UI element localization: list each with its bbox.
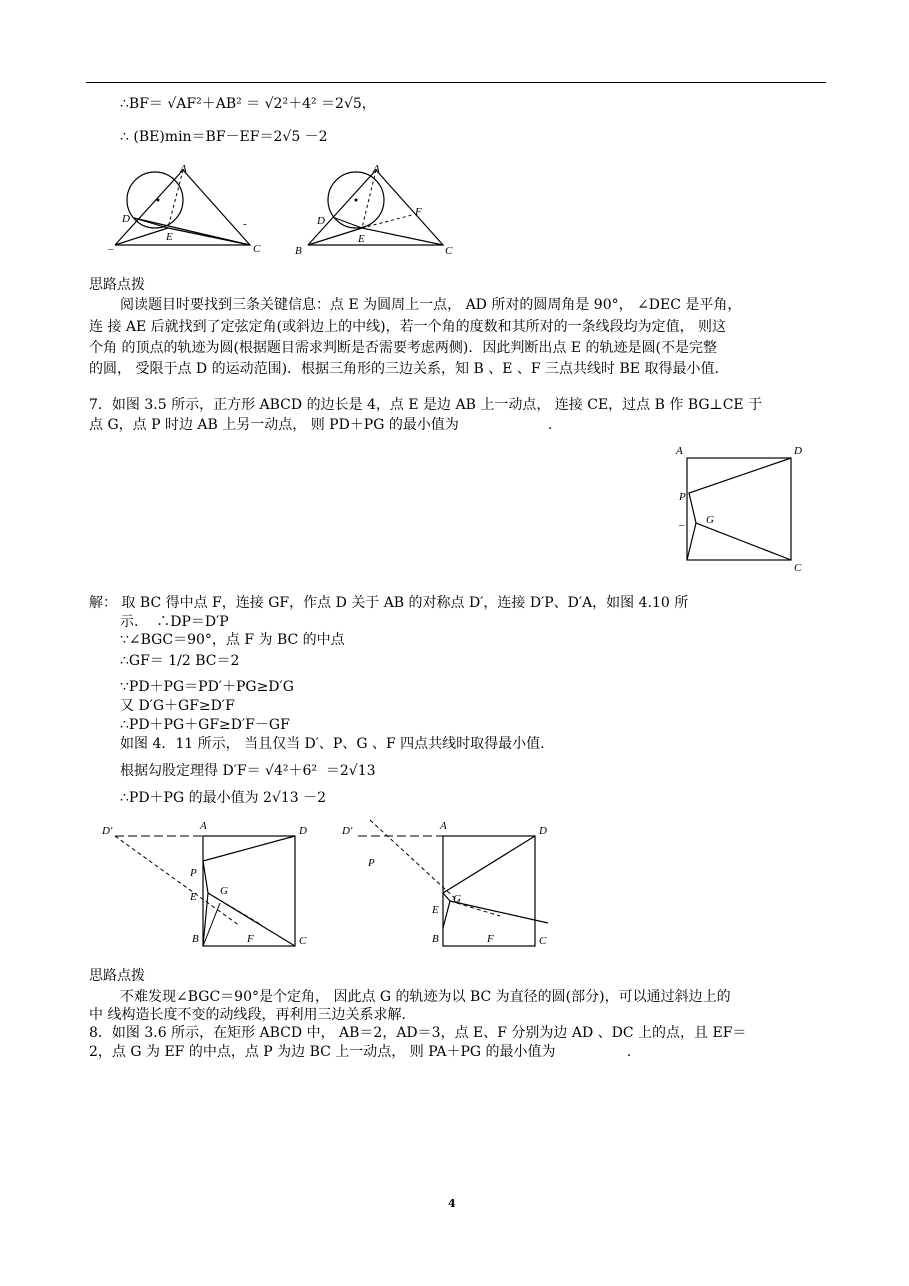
figure-circle-triangle-2 (295, 160, 460, 260)
solution7-line-6: 又 D′G＋GF≥D′F (120, 698, 235, 714)
solution7-line-7: ∴PD＋PG＋GF≥D′F－GF (120, 717, 290, 733)
fig4-label-e: E (190, 891, 197, 903)
solution7-line-4: ∴GF＝ 1/2 BC＝2 (120, 653, 240, 669)
fig5-label-p: P (368, 857, 375, 869)
solution7-line-10: ∴PD＋PG 的最小值为 2√13 －2 (120, 790, 327, 806)
fig4-label-b: B (192, 933, 199, 945)
fig1-label-e: E (166, 231, 173, 243)
problem7-line-2: 点 G，点 P 时边 AB 上另一动点， 则 PD＋PG 的最小值为 . (89, 417, 553, 433)
fig4-label-g: G (220, 885, 228, 897)
fig5-label-dprime: D′ (342, 825, 353, 837)
fig5-label-d: D (539, 825, 547, 837)
solution7-line-9: 根据勾股定理得 D′F＝ √4²＋6² ＝2√13 (120, 763, 376, 779)
hint1-line-3: 个角 的顶点的轨迹为圆(根据题目需求判断是否需要考虑两侧)．因此判断出点 E 的轨迹是圆(不是完整 (89, 340, 717, 356)
problem8-line-1: 8．如图 3.6 所示，在矩形 ABCD 中， AB＝2，AD＝3，点 E、F 分别为边 AD 、DC 上的点，且 EF＝ (89, 1025, 747, 1041)
problem7-line-1: 7．如图 3.5 所示，正方形 ABCD 的边长是 4，点 E 是边 AB 上一动点， 连接 CE，过点 B 作 BG⊥CE 于 (89, 397, 763, 413)
solution7-line-2: 示. ∴DP＝D′P (120, 614, 229, 630)
fig4-label-d: D (299, 825, 307, 837)
hint1-line-4: 的圆， 受限于点 D 的运动范围)．根据三角形的三边关系，知 B 、E 、F 三点共线时 BE 取得最小值. (89, 361, 719, 377)
fig1-mark: - (243, 218, 247, 230)
fig2-label-c: C (445, 245, 453, 257)
fig2-label-d: D (317, 215, 325, 227)
fig5-label-c: C (539, 935, 547, 947)
formula-be-min: ∴ (BE)min＝BF－EF＝2√5 －2 (120, 129, 328, 145)
figure-square-3 (676, 443, 816, 578)
solution7-line-5: ∵PD＋PG＝PD′＋PG≥D′G (120, 679, 294, 695)
fig4-label-c: C (299, 935, 307, 947)
fig4-label-a: A (200, 820, 207, 832)
fig2-label-f: F (415, 206, 422, 218)
hint2-line-1: 不难发现∠BGC＝90°是个定角， 因此点 G 的轨迹为以 BC 为直径的圆(部分)，可以通过斜边上的 (120, 989, 731, 1005)
fig1-label-a: A (180, 163, 187, 175)
solution7-line-8: 如图 4．11 所示， 当且仅当 D′、P、G 、F 四点共线时取得最小值. (120, 736, 545, 752)
fig1-label-c: C (253, 243, 261, 255)
fig2-label-e: E (358, 233, 365, 245)
fig2-label-a: A (373, 163, 380, 175)
figure-circle-triangle-1 (110, 160, 270, 260)
fig4-label-p: P (190, 867, 197, 879)
hint2-line-2: 中 线构造长度不变的动线段，再利用三边关系求解. (89, 1007, 406, 1023)
fig5-label-f: F (487, 933, 494, 945)
figure-square-4 (100, 818, 320, 953)
fig3-label-b: – (679, 519, 685, 531)
fig4-label-f: F (247, 933, 254, 945)
fig3-label-c: C (794, 562, 802, 574)
hint2-heading: 思路点拨 (89, 968, 145, 984)
solution7-line-1: 解： 取 BC 得中点 F，连接 GF，作点 D 关于 AB 的对称点 D′，连接 D′P、D′A，如图 4.10 所 (89, 595, 689, 611)
hint1-line-2: 连 接 AE 后就找到了定弦定角(或斜边上的中线)，若一个角的度数和其所对的一条线段均为定值， 则这 (89, 319, 727, 335)
solution7-line-3: ∵∠BGC＝90°，点 F 为 BC 的中点 (120, 632, 345, 648)
fig4-label-dprime: D′ (102, 825, 113, 837)
page-number: 4 (448, 1197, 456, 1210)
problem8-line-2: 2，点 G 为 EF 的中点，点 P 为边 BC 上一动点， 则 PA＋PG 的最小值为 . (89, 1044, 632, 1060)
fig3-label-g: G (706, 514, 714, 526)
fig3-label-a: A (676, 445, 683, 457)
fig3-label-p: P (679, 491, 686, 503)
formula-bf: ∴BF＝ √AF²＋AB² ＝ √2²＋4² ＝2√5， (120, 96, 376, 112)
fig2-label-b: B (295, 245, 302, 257)
fig3-label-d: D (794, 445, 802, 457)
fig1-label-b: – (108, 243, 114, 255)
fig1-label-d: D (122, 213, 130, 225)
hint1-heading: 思路点拨 (89, 277, 145, 293)
hint1-line-1: 阅读题目时要找到三条关键信息：点 E 为圆周上一点， AD 所对的圆周角是 90°， ∠DEC 是平角， (120, 297, 742, 313)
fig5-label-a: A (440, 820, 447, 832)
figure-square-5 (340, 818, 560, 953)
header-rule (86, 82, 826, 83)
fig5-label-b: B (432, 933, 439, 945)
fig5-label-g: G (453, 893, 461, 905)
fig5-label-e: E (432, 904, 439, 916)
